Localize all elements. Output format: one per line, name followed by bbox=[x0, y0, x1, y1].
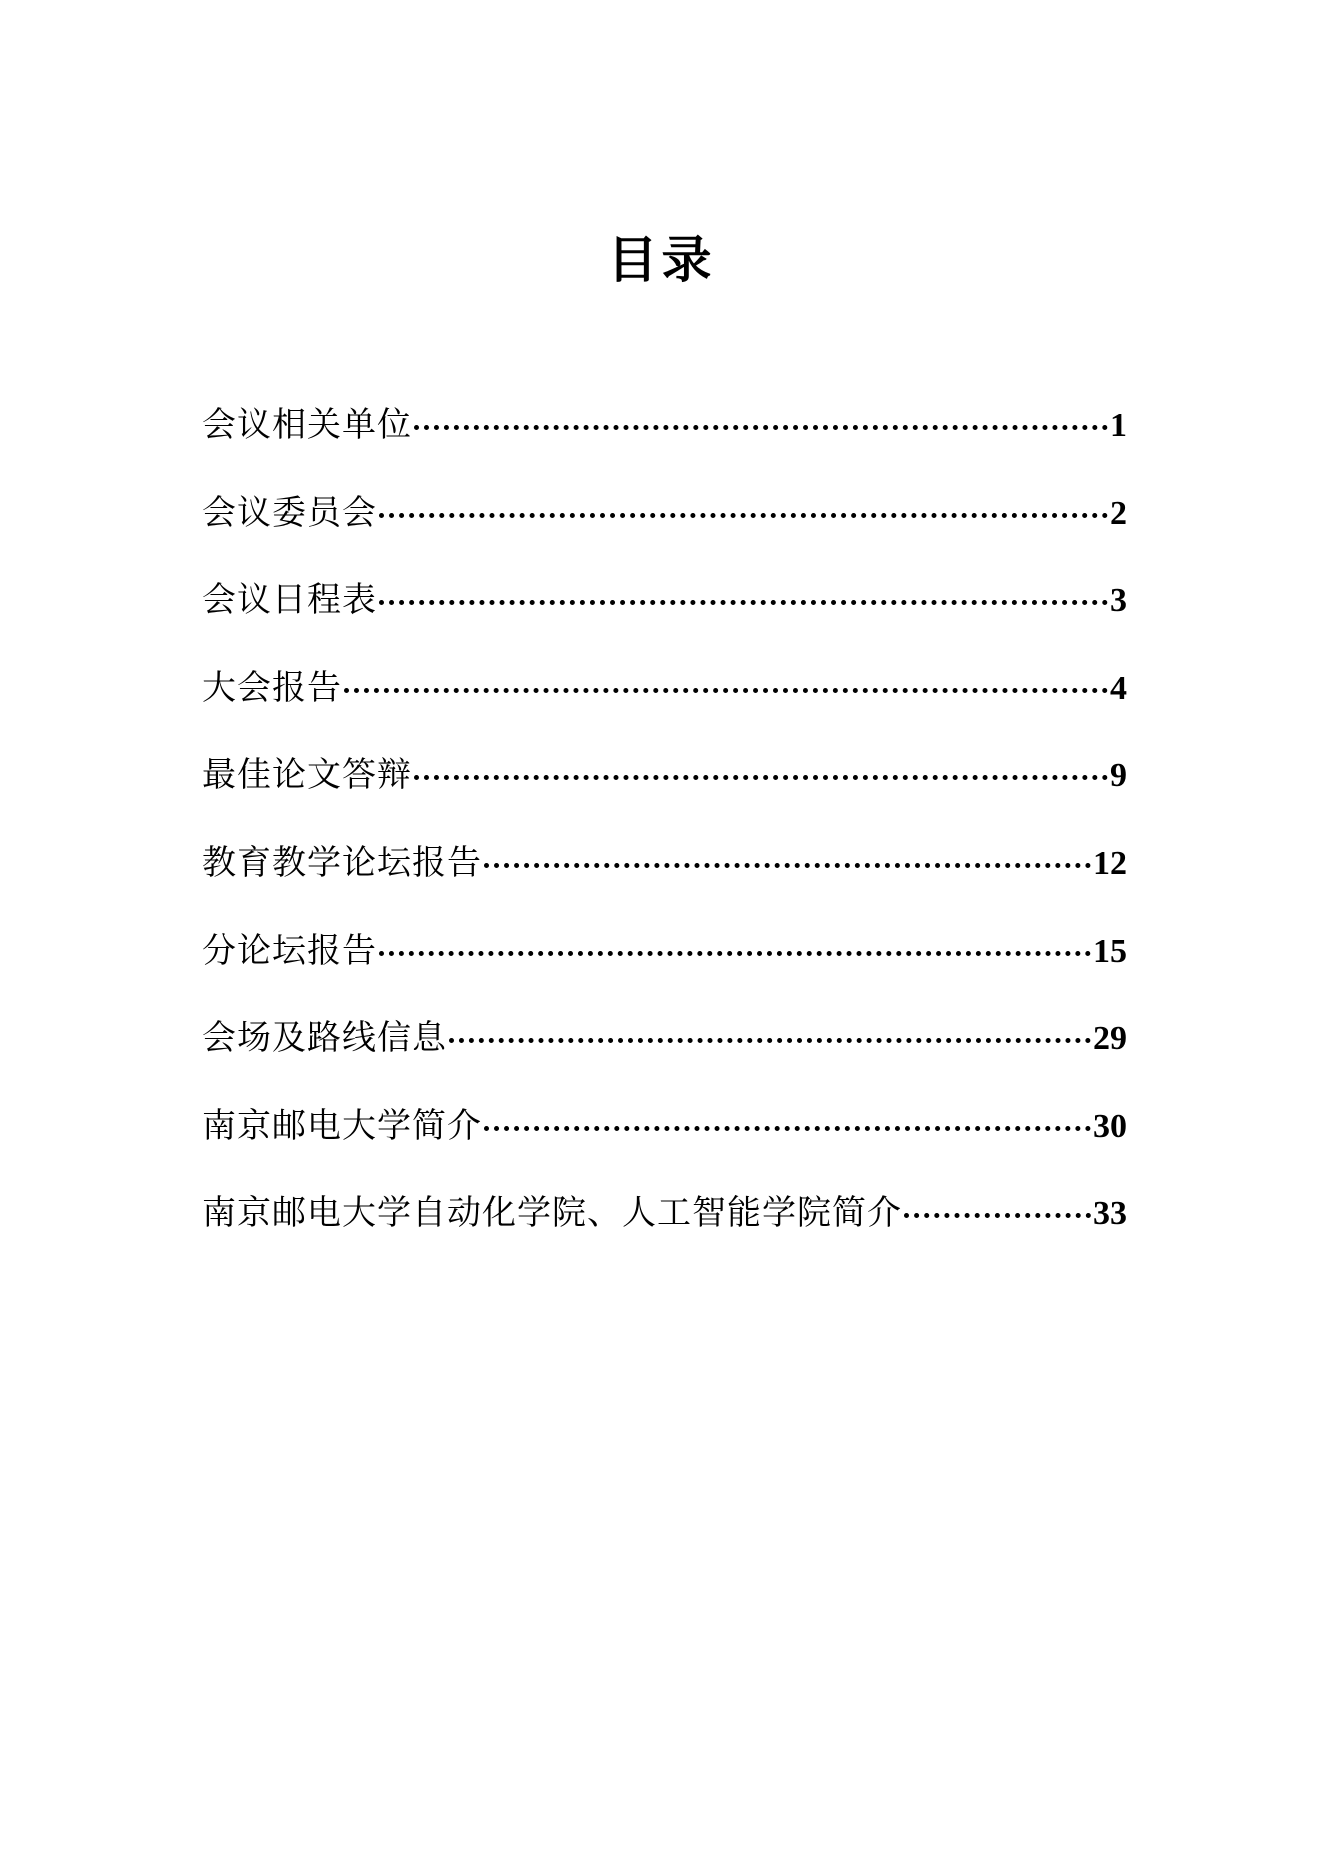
toc-entry-title: 会议相关单位 bbox=[202, 405, 412, 445]
dot-leader bbox=[904, 1213, 1091, 1218]
toc-entry-title: 会议委员会 bbox=[202, 492, 377, 533]
toc-entry-title: 南京邮电大学自动化学院、人工智能学院简介 bbox=[202, 1193, 902, 1234]
dot-leader bbox=[379, 951, 1091, 956]
toc-entry-page: 2 bbox=[1110, 494, 1127, 532]
toc-entry-page: 9 bbox=[1110, 757, 1127, 795]
toc-entry-page: 4 bbox=[1110, 669, 1127, 707]
toc-entry-title: 大会报告 bbox=[202, 667, 342, 708]
toc-entry[interactable] bbox=[202, 1101, 1127, 1189]
dot-leader bbox=[379, 600, 1108, 605]
toc-entry[interactable] bbox=[202, 750, 1127, 838]
toc-entry[interactable] bbox=[202, 488, 1127, 576]
toc-entry-page: 33 bbox=[1093, 1195, 1127, 1233]
toc-entry-page: 30 bbox=[1093, 1107, 1127, 1145]
toc-entry[interactable] bbox=[202, 400, 1127, 488]
toc-entry[interactable] bbox=[202, 663, 1127, 751]
page-title: 目录 bbox=[607, 230, 716, 289]
toc-entry-page: 3 bbox=[1110, 582, 1127, 620]
dot-leader bbox=[344, 688, 1108, 693]
dot-leader bbox=[379, 513, 1108, 518]
toc-entry-title: 南京邮电大学简介 bbox=[202, 1105, 482, 1146]
toc-entry[interactable] bbox=[202, 926, 1127, 1014]
dot-leader bbox=[414, 425, 1108, 430]
dot-leader bbox=[449, 1038, 1091, 1043]
table-of-contents bbox=[202, 400, 1127, 1276]
toc-entry-page: 15 bbox=[1093, 932, 1127, 970]
toc-entry[interactable] bbox=[202, 1188, 1127, 1276]
toc-entry-page: 1 bbox=[1110, 407, 1127, 444]
toc-entry[interactable] bbox=[202, 575, 1127, 663]
dot-leader bbox=[414, 775, 1108, 780]
toc-entry[interactable] bbox=[202, 1013, 1127, 1101]
toc-entry-title: 会场及路线信息 bbox=[202, 1018, 447, 1059]
toc-entry-page: 29 bbox=[1093, 1020, 1127, 1058]
toc-entry-title: 会议日程表 bbox=[202, 580, 377, 621]
toc-entry-page: 12 bbox=[1093, 844, 1127, 882]
dot-leader bbox=[484, 1126, 1091, 1131]
toc-entry-title: 最佳论文答辩 bbox=[202, 755, 412, 796]
toc-entry-title: 分论坛报告 bbox=[202, 930, 377, 971]
toc-entry[interactable] bbox=[202, 838, 1127, 926]
dot-leader bbox=[484, 863, 1091, 868]
toc-entry-title: 教育教学论坛报告 bbox=[202, 842, 482, 883]
